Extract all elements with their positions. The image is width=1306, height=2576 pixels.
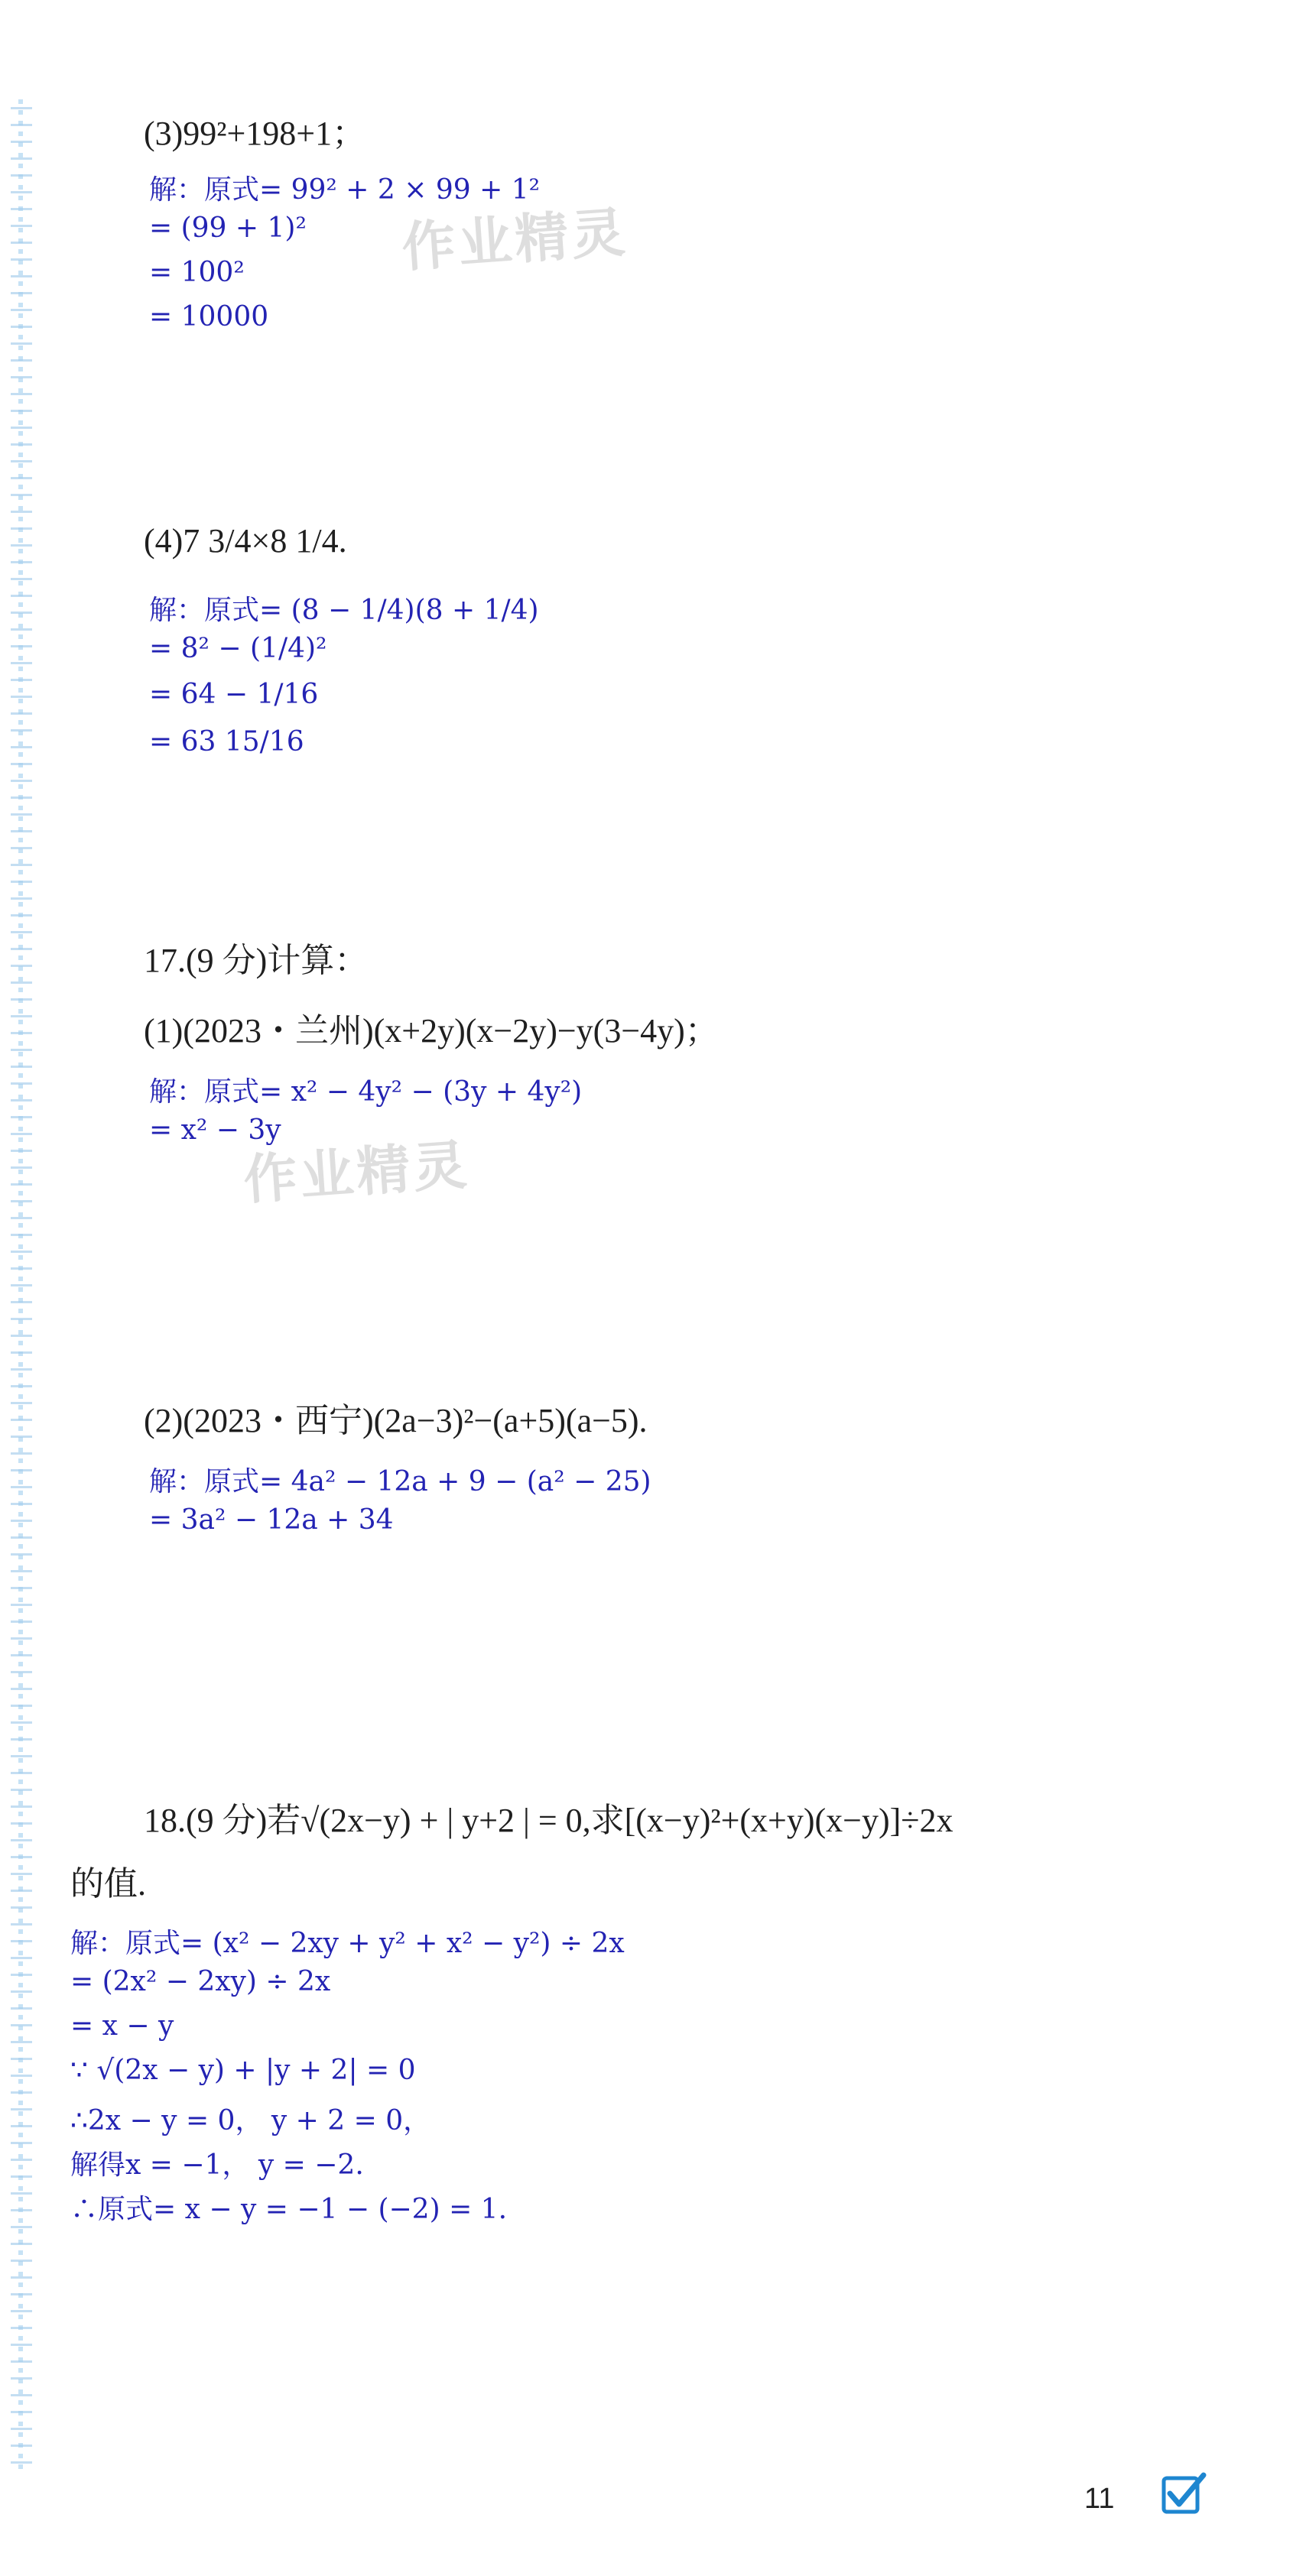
q3-question: (3)99²+198+1； bbox=[144, 115, 366, 152]
q17-part1-answer-line-2: = x² − 3y bbox=[149, 1114, 281, 1146]
q17-title: 17.(9 分)计算： bbox=[144, 942, 369, 979]
q3-answer-line-4: = 10000 bbox=[149, 301, 269, 333]
q4-answer-line-3: = 64 − 1/16 bbox=[149, 679, 319, 710]
q18-question-line-2: 的值. bbox=[70, 1865, 146, 1903]
q17-part1-question: (1)(2023・兰州)(x+2y)(x−2y)−y(3−4y)； bbox=[144, 1012, 719, 1050]
q4-answer-line-4: = 63 15/16 bbox=[149, 726, 304, 758]
q18-answer-line-1: 解：原式= (x² − 2xy + y² + x² − y²) ÷ 2x bbox=[70, 1928, 625, 1959]
q3-answer-line-1: 解：原式= 99² + 2 × 99 + 1² bbox=[149, 174, 541, 206]
checkbox-check-icon bbox=[1161, 2471, 1208, 2516]
q18-answer-line-4: ∵ √(2x − y) + |y + 2| = 0 bbox=[70, 2055, 416, 2086]
q17-part1-answer-line-1: 解：原式= x² − 4y² − (3y + 4y²) bbox=[149, 1076, 583, 1108]
q17-part2-question: (2)(2023・西宁)(2a−3)²−(a+5)(a−5). bbox=[144, 1402, 648, 1439]
watermark-middle: 作业精灵 bbox=[241, 1133, 472, 1212]
q18-answer-line-6: 解得x = −1， y = −2. bbox=[70, 2149, 364, 2181]
q17-part2-answer-line-2: = 3a² − 12a + 34 bbox=[149, 1504, 394, 1536]
q18-answer-line-5: ∴2x − y = 0， y + 2 = 0， bbox=[70, 2105, 431, 2136]
q18-answer-line-3: = x − y bbox=[70, 2010, 174, 2042]
q3-answer-line-3: = 100² bbox=[149, 257, 245, 288]
binding-edge-decoration bbox=[11, 99, 32, 2469]
q4-question: (4)7 3/4×8 1/4. bbox=[144, 522, 347, 560]
q17-part2-answer-line-1: 解：原式= 4a² − 12a + 9 − (a² − 25) bbox=[149, 1466, 651, 1497]
q4-answer-line-2: = 8² − (1/4)² bbox=[149, 633, 327, 664]
q18-answer-line-7: ∴原式= x − y = −1 − (−2) = 1. bbox=[70, 2194, 508, 2225]
page-number: 11 bbox=[1084, 2483, 1115, 2515]
q18-question-line-1: 18.(9 分)若√(2x−y) + | y+2 | = 0,求[(x−y)²+(x+y)(x−y)]÷2x bbox=[144, 1802, 954, 1839]
q3-answer-line-2: = (99 + 1)² bbox=[149, 213, 307, 244]
watermark-top: 作业精灵 bbox=[399, 200, 630, 280]
q4-answer-line-1: 解：原式= (8 − 1/4)(8 + 1/4) bbox=[149, 595, 539, 626]
q18-answer-line-2: = (2x² − 2xy) ÷ 2x bbox=[70, 1966, 331, 1997]
